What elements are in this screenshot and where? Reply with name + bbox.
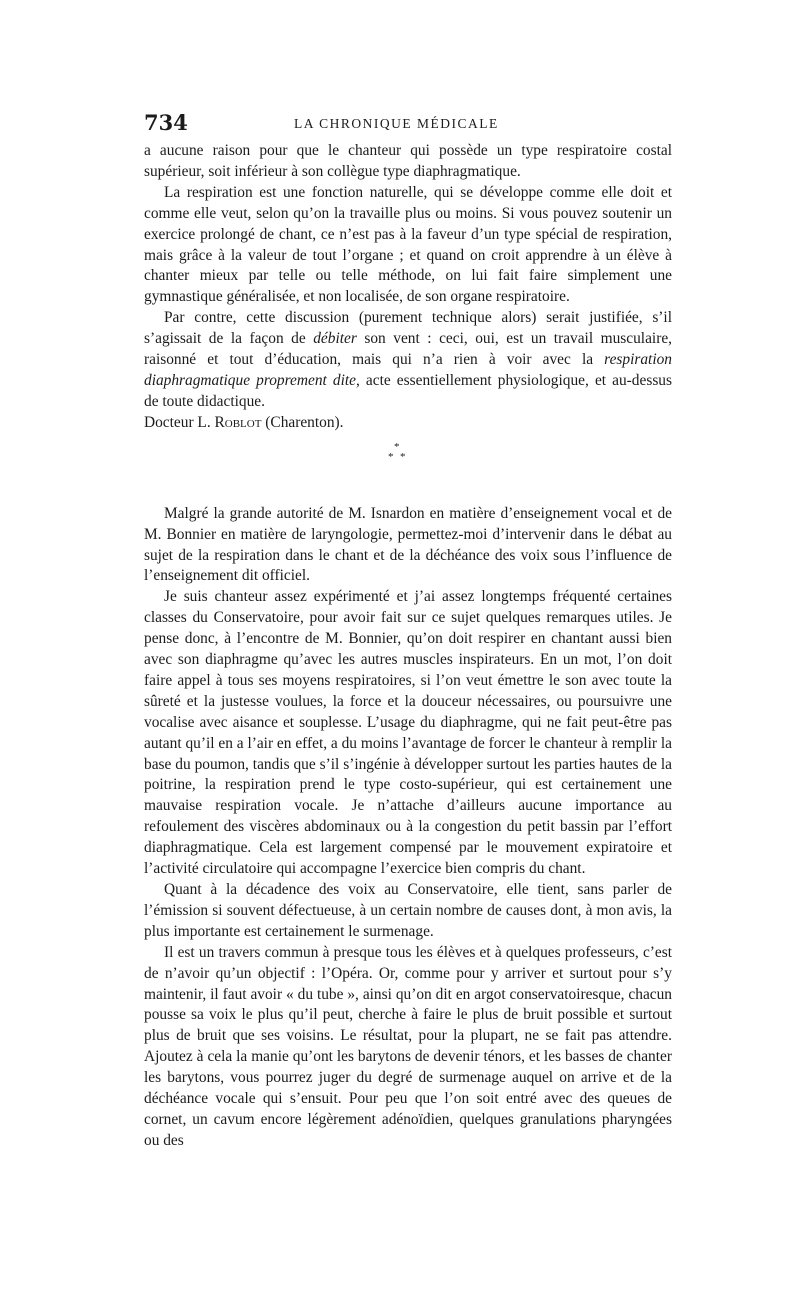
paragraph xyxy=(144,308,672,413)
asterism-star: * xyxy=(388,450,394,463)
asterism xyxy=(144,434,672,504)
paragraph: Il est un travers commun à presque tous les élèves et à quelques professeurs, c’est de n’avoir qu’un objectif : l’Opéra. Or, comme pour y arriver et surtout pour s’y maintenir, il faut avoir « du tube », ainsi qu’on dit en argot conservatoiresque, chacun pousse sa voix le plus qu’il peut, cherche à faire le plus de bruit possible et surtout plus de bruit que ses voisins. Le résultat, pour la plupart, ne se fait pas attendre. Ajoutez à cela la manie qu’ont les barytons de devenir ténors, et les basses de chanter les barytons, vous pourrez juger du degré de surmenage auquel on arrive et de la déchéance vocale qui s’ensuit. Pour peu que l’on soit entré avec des queues de cornet, un cavum encore légèrement adénoïdien, quelques granulations pharyngées ou des xyxy=(144,943,672,1149)
paragraph-continued: a aucune raison pour que le chanteur qui possède un type respiratoire costal supérieur, soit inférieur à son collègue type diaphragmatique. xyxy=(144,142,672,180)
asterism-star: * xyxy=(394,440,400,453)
signature-name: Roblot xyxy=(214,413,262,431)
letter-section xyxy=(144,504,672,1152)
page-number: 734 xyxy=(144,110,188,135)
italic-text: débiter xyxy=(313,330,357,348)
running-title: LA CHRONIQUE MÉDICALE xyxy=(294,116,499,131)
paragraph: Je suis chanteur assez expérimenté et j’ai assez longtemps fréquenté certaines classes du Conservatoire, pour avoir fait sur ce sujet quelques remarques utiles. Je pense donc, à l’encontre de M. Bonnier, qu’on doit respirer en chantant aussi bien avec son diaphragme qu’avec les autres muscles inspirateurs. En un mot, l’on doit faire appel à tous ses moyens respiratoires, si l’on veut émettre le son avec toute la sûreté et la justesse voulues, la force et la douceur nécessaires, ou poursuivre une vocalise avec aisance et souplesse. L’usage du diaphragme, qui ne fait peut-être pas autant qu’il en a l’air en effet, a du moins l’avantage de forcer le chanteur à remplir la base du poumon, tandis que s’il s’ingénie à développer surtout les parties hautes de la poitrine, la respiration prend le type costo-supérieur, qui est certainement une mauvaise respiration vocale. Je n’attache d’ailleurs aucune importance au refoulement des viscères abdominaux ou à la congestion du petit bassin par l’effort diaphragmatique. Cela est largement compensé par le mouvement expiratoire et l’activité circulatoire qui accompagne l’exercice bien compris du chant. xyxy=(144,588,672,878)
text-run: son vent : ceci, oui, est un travail musculaire, raisonné et tout d’éducation, mais qui n’a rien à voir avec la xyxy=(144,330,672,369)
italic-text: respiration diaphragmatique proprement dite xyxy=(144,351,672,389)
asterism-star: * xyxy=(400,450,406,463)
text-run: , acte essentiellement physiologique, et au-dessus de toute didactique. xyxy=(144,371,672,410)
paragraph: Quant à la décadence des voix au Conservatoire, elle tient, sans parler de l’émission si souvent défectueuse, à un certain nombre de causes dont, à mon avis, la plus importante est certainement le surmenage. xyxy=(144,881,672,940)
signature xyxy=(144,413,672,434)
signature-prefix: Docteur L. xyxy=(144,413,215,431)
signature-place: (Charenton). xyxy=(261,413,344,431)
text-run: Par contre, cette discussion (purement technique alors) serait justifiée, s’il s’agissait de la façon de xyxy=(144,309,672,348)
page-header xyxy=(144,110,672,138)
paragraph: Malgré la grande autorité de M. Isnardon en matière d’enseignement vocal et de M. Bonnier en matière de laryngologie, permettez-moi d’intervenir dans le débat au sujet de la respiration dans le chant et de la déchéance des voix sous l’influence de l’enseignement dit officiel. xyxy=(144,504,672,585)
paragraph: La respiration est une fonction naturelle, qui se développe comme elle doit et comme elle veut, selon qu’on la travaille plus ou moins. Si vous pouvez soutenir un exercice prolongé de chant, ce n’est pas à la faveur d’un type spécial de respiration, mais grâce à la valeur de tout l’organe ; et quand on croit apprendre à un élève à chanter mieux par telle ou telle méthode, on lui fait faire simplement une gymnastique généralisée, et non localisée, de son organe respiratoire. xyxy=(144,183,672,306)
page-body xyxy=(144,141,672,1152)
